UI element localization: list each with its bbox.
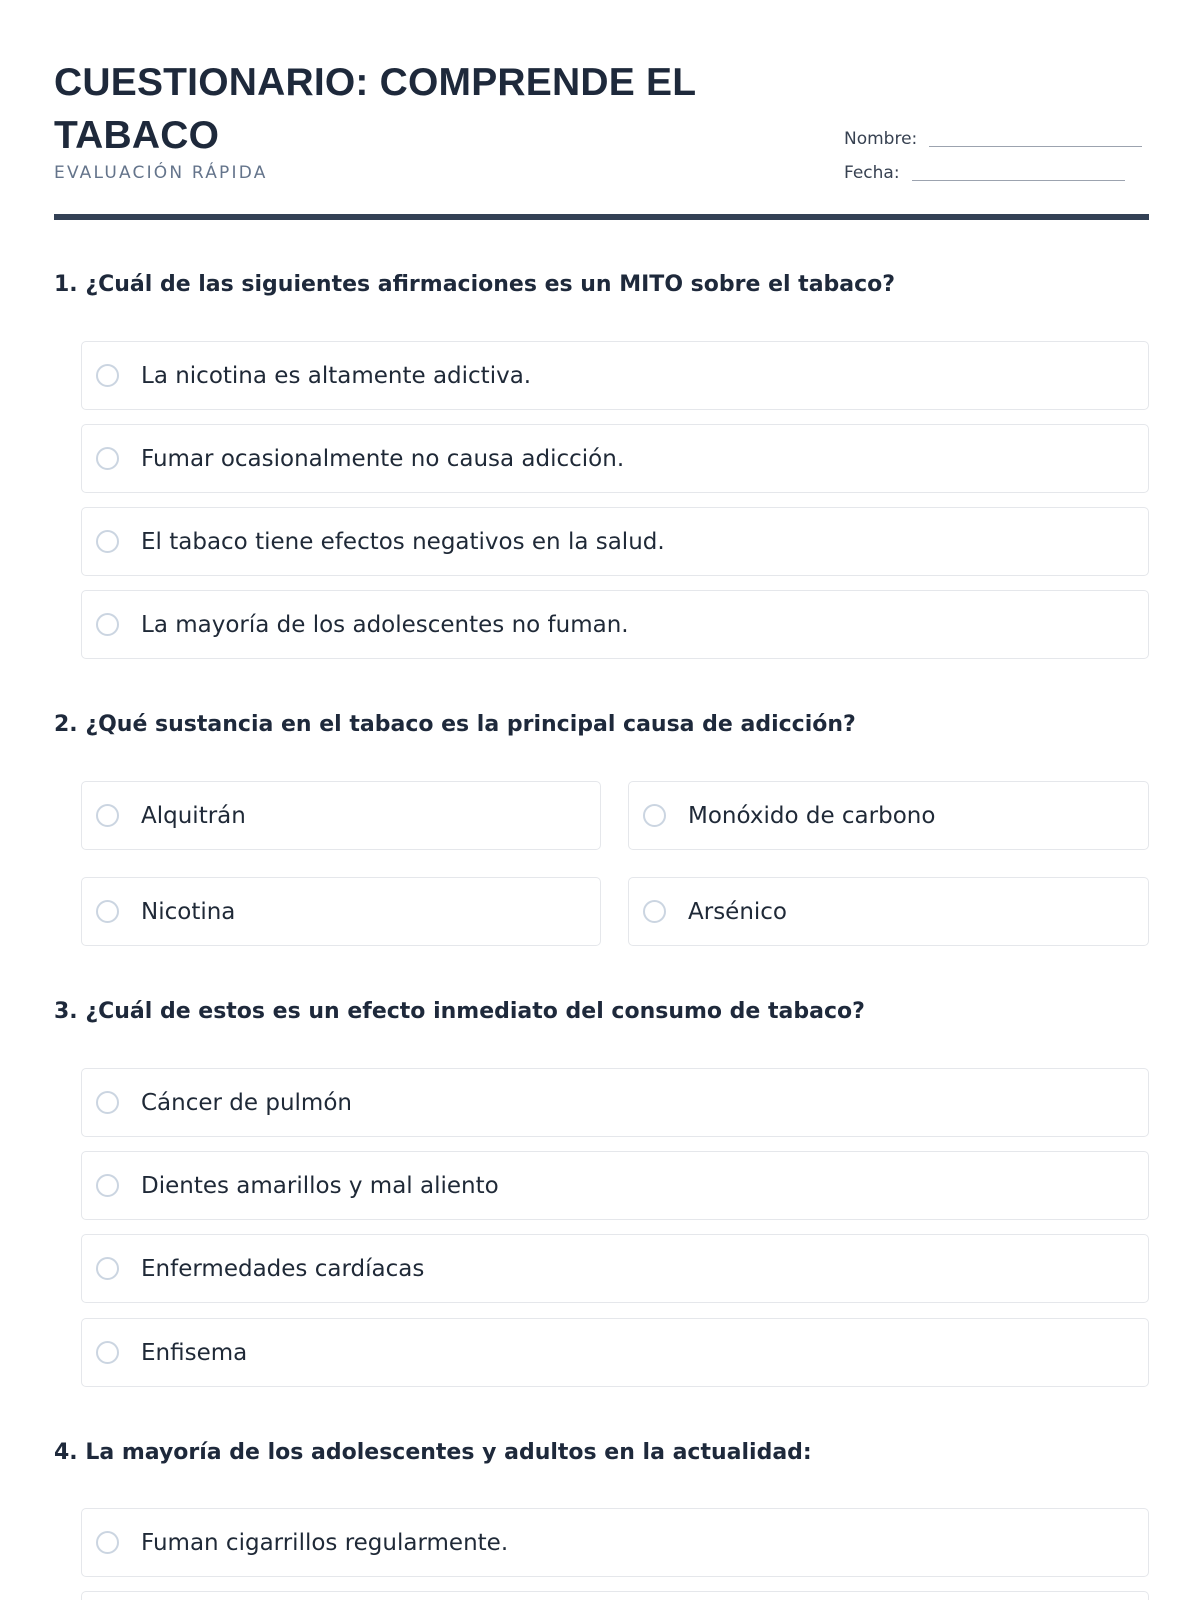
option-label: Alquitrán	[141, 802, 246, 829]
radio-icon[interactable]	[96, 804, 119, 827]
option-label: La mayoría de los adolescentes no fuman.	[141, 611, 629, 638]
radio-icon[interactable]	[96, 1174, 119, 1197]
radio-icon[interactable]	[96, 1257, 119, 1280]
header-divider	[54, 214, 1149, 220]
name-label: Nombre:	[844, 129, 918, 149]
question-1-option-4[interactable]	[81, 590, 1149, 659]
question-3-text: 3. ¿Cuál de estos es un efecto inmediato del consumo de tabaco?	[54, 999, 865, 1024]
question-2-option-2[interactable]	[628, 781, 1149, 850]
date-input-line[interactable]	[912, 179, 1125, 181]
radio-icon[interactable]	[643, 900, 666, 923]
question-1-text: 1. ¿Cuál de las siguientes afirmaciones es un MITO sobre el tabaco?	[54, 272, 896, 297]
page-title: CUESTIONARIO: COMPRENDE EL TABACO	[54, 61, 696, 157]
radio-icon[interactable]	[96, 364, 119, 387]
question-3-option-1[interactable]	[81, 1068, 1149, 1137]
date-label: Fecha:	[844, 163, 900, 183]
radio-icon[interactable]	[96, 1341, 119, 1364]
radio-icon[interactable]	[96, 1531, 119, 1554]
question-4-text: 4. La mayoría de los adolescentes y adultos en la actualidad:	[54, 1440, 812, 1465]
option-label: Dientes amarillos y mal aliento	[141, 1172, 499, 1199]
question-1-option-1[interactable]	[81, 341, 1149, 410]
option-label: Fumar ocasionalmente no causa adicción.	[141, 445, 625, 472]
page-subtitle: EVALUACIÓN RÁPIDA	[54, 163, 268, 183]
name-field[interactable]	[844, 129, 1142, 149]
name-input-line[interactable]	[929, 145, 1142, 147]
radio-icon[interactable]	[96, 1091, 119, 1114]
option-label: La nicotina es altamente adictiva.	[141, 362, 532, 389]
option-label: Arsénico	[688, 898, 788, 925]
radio-icon[interactable]	[96, 613, 119, 636]
question-1-option-2[interactable]	[81, 424, 1149, 493]
question-3-option-2[interactable]	[81, 1151, 1149, 1220]
radio-icon[interactable]	[96, 530, 119, 553]
question-1-option-3[interactable]	[81, 507, 1149, 576]
question-2-option-1[interactable]	[81, 781, 601, 850]
option-label: Monóxido de carbono	[688, 802, 936, 829]
option-label: Cáncer de pulmón	[141, 1089, 352, 1116]
question-3-option-4[interactable]	[81, 1318, 1149, 1387]
option-label: El tabaco tiene efectos negativos en la salud.	[141, 528, 665, 555]
option-label: Enfermedades cardíacas	[141, 1255, 425, 1282]
radio-icon[interactable]	[96, 900, 119, 923]
question-4-option-2-partial[interactable]	[81, 1591, 1149, 1600]
question-2-text: 2. ¿Qué sustancia en el tabaco es la principal causa de adicción?	[54, 712, 856, 737]
option-label: Fuman cigarrillos regularmente.	[141, 1529, 509, 1556]
date-field[interactable]	[844, 163, 1125, 183]
option-label: Enfisema	[141, 1339, 248, 1366]
question-2-option-4[interactable]	[628, 877, 1149, 946]
question-2-option-3[interactable]	[81, 877, 601, 946]
question-4-option-1[interactable]	[81, 1508, 1149, 1577]
option-label: Nicotina	[141, 898, 236, 925]
radio-icon[interactable]	[96, 447, 119, 470]
radio-icon[interactable]	[643, 804, 666, 827]
question-3-option-3[interactable]	[81, 1234, 1149, 1303]
